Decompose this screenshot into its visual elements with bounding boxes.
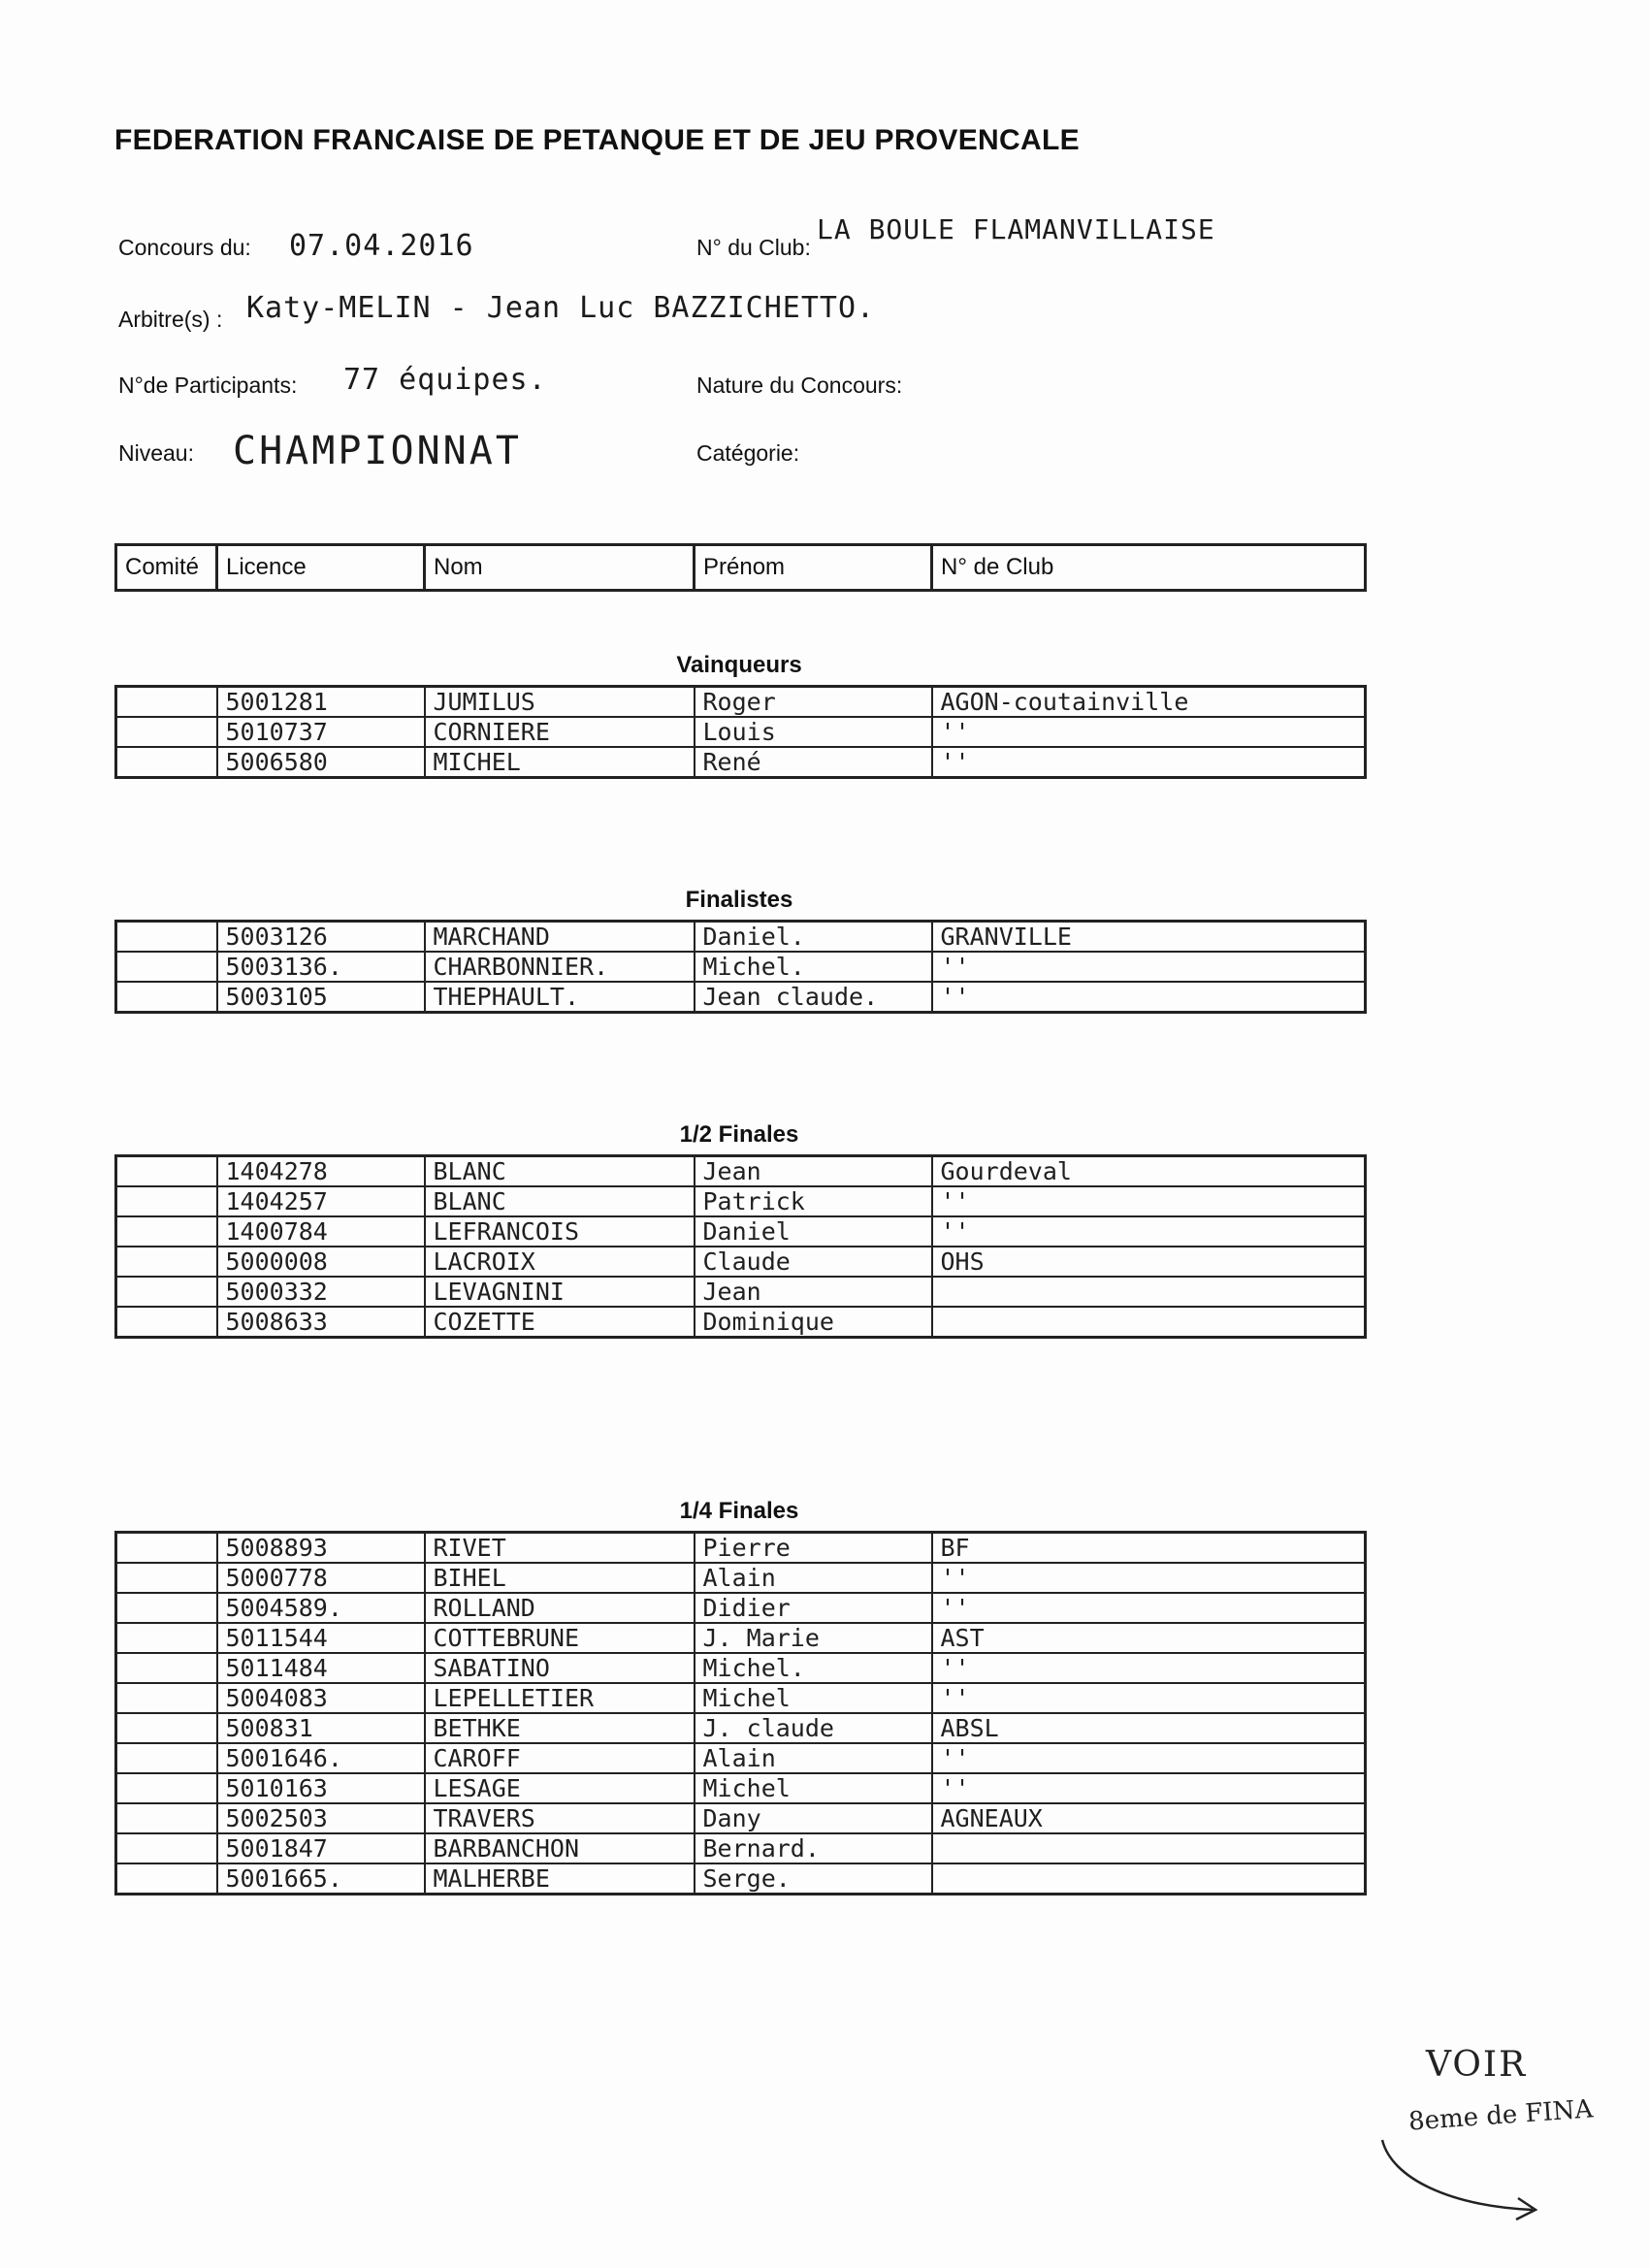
table-row bbox=[116, 1623, 1366, 1653]
cell-nom: LESAGE bbox=[425, 1773, 695, 1803]
cell-comite bbox=[116, 1277, 217, 1307]
cell-nom: BARBANCHON bbox=[425, 1833, 695, 1863]
cell-prenom: Pierre bbox=[695, 1533, 932, 1564]
cell-licence: 5002503 bbox=[217, 1803, 425, 1833]
cell-club bbox=[932, 1307, 1366, 1338]
cell-licence: 5000332 bbox=[217, 1277, 425, 1307]
participants-label: N°de Participants: bbox=[118, 373, 298, 398]
table-row bbox=[116, 1713, 1366, 1743]
cell-club bbox=[932, 1863, 1366, 1895]
cell-licence: 5003105 bbox=[217, 982, 425, 1013]
section-title: 1/2 Finales bbox=[679, 1121, 799, 1148]
cell-comite bbox=[116, 982, 217, 1013]
cell-club: '' bbox=[932, 1683, 1366, 1713]
cell-prenom: Claude bbox=[695, 1247, 932, 1277]
cell-club: GRANVILLE bbox=[932, 922, 1366, 953]
cell-nom: BETHKE bbox=[425, 1713, 695, 1743]
cell-licence: 5000008 bbox=[217, 1247, 425, 1277]
cell-nom: LEPELLETIER bbox=[425, 1683, 695, 1713]
cell-licence: 5006580 bbox=[217, 747, 425, 778]
table-finalistes bbox=[114, 920, 1367, 1014]
cell-club: '' bbox=[932, 1563, 1366, 1593]
cell-nom: MALHERBE bbox=[425, 1863, 695, 1895]
arbitres-value: Katy-MELIN - Jean Luc BAZZICHETTO. bbox=[246, 291, 876, 325]
cell-nom: COZETTE bbox=[425, 1307, 695, 1338]
cell-nom: LEVAGNINI bbox=[425, 1277, 695, 1307]
cell-licence: 5001281 bbox=[217, 687, 425, 718]
nature-label: Nature du Concours: bbox=[696, 373, 903, 398]
cell-comite bbox=[116, 1156, 217, 1187]
cell-comite bbox=[116, 1833, 217, 1863]
cell-comite bbox=[116, 1653, 217, 1683]
document-title: FEDERATION FRANCAISE DE PETANQUE ET DE JEU PROVENCALE bbox=[114, 124, 1080, 156]
cell-club bbox=[932, 1277, 1366, 1307]
cell-nom: MARCHAND bbox=[425, 922, 695, 953]
cell-comite bbox=[116, 1247, 217, 1277]
cell-comite bbox=[116, 1743, 217, 1773]
cell-prenom: Dany bbox=[695, 1803, 932, 1833]
cell-club: AST bbox=[932, 1623, 1366, 1653]
cell-prenom: J. Marie bbox=[695, 1623, 932, 1653]
cell-prenom: Roger bbox=[695, 687, 932, 718]
cell-club: '' bbox=[932, 747, 1366, 778]
cell-nom: CAROFF bbox=[425, 1743, 695, 1773]
cell-prenom: Bernard. bbox=[695, 1833, 932, 1863]
cell-prenom: Didier bbox=[695, 1593, 932, 1623]
cell-prenom: Dominique bbox=[695, 1307, 932, 1338]
cell-nom: THEPHAULT. bbox=[425, 982, 695, 1013]
cell-licence: 5000778 bbox=[217, 1563, 425, 1593]
cell-comite bbox=[116, 1623, 217, 1653]
club-value: LA BOULE FLAMANVILLAISE bbox=[817, 213, 1215, 245]
cell-club: '' bbox=[932, 1773, 1366, 1803]
section-title: Finalistes bbox=[685, 887, 793, 913]
section-finalistes-wrap bbox=[114, 887, 1364, 916]
cell-club: OHS bbox=[932, 1247, 1366, 1277]
table-row bbox=[116, 1186, 1366, 1216]
cell-nom: MICHEL bbox=[425, 747, 695, 778]
cell-club: '' bbox=[932, 717, 1366, 747]
cell-licence: 5003136. bbox=[217, 952, 425, 982]
cell-nom: ROLLAND bbox=[425, 1593, 695, 1623]
cell-prenom: Michel. bbox=[695, 952, 932, 982]
cell-licence: 5004083 bbox=[217, 1683, 425, 1713]
table-quart-finales bbox=[114, 1531, 1367, 1895]
cell-licence: 5001665. bbox=[217, 1863, 425, 1895]
cell-licence: 1400784 bbox=[217, 1216, 425, 1247]
cell-prenom: René bbox=[695, 747, 932, 778]
table-row bbox=[116, 717, 1366, 747]
cell-club: '' bbox=[932, 982, 1366, 1013]
cell-licence: 5001646. bbox=[217, 1743, 425, 1773]
cell-nom: BIHEL bbox=[425, 1563, 695, 1593]
header-comite: Comité bbox=[116, 545, 217, 591]
header-licence: Licence bbox=[217, 545, 425, 591]
niveau-label: Niveau: bbox=[118, 440, 194, 466]
section-vainqueurs-wrap bbox=[114, 652, 1364, 681]
cell-licence: 1404278 bbox=[217, 1156, 425, 1187]
cell-comite bbox=[116, 922, 217, 953]
cell-club: '' bbox=[932, 1186, 1366, 1216]
table-row bbox=[116, 922, 1366, 953]
cell-comite bbox=[116, 747, 217, 778]
cell-comite bbox=[116, 1216, 217, 1247]
cell-prenom: Jean bbox=[695, 1156, 932, 1187]
cell-comite bbox=[116, 1533, 217, 1564]
cell-prenom: J. claude bbox=[695, 1713, 932, 1743]
cell-comite bbox=[116, 1563, 217, 1593]
cell-prenom: Michel bbox=[695, 1773, 932, 1803]
cell-prenom: Alain bbox=[695, 1563, 932, 1593]
cell-licence: 5004589. bbox=[217, 1593, 425, 1623]
cell-prenom: Jean claude. bbox=[695, 982, 932, 1013]
cell-comite bbox=[116, 1863, 217, 1895]
cell-nom: COTTEBRUNE bbox=[425, 1623, 695, 1653]
cell-club: '' bbox=[932, 1743, 1366, 1773]
table-row bbox=[116, 952, 1366, 982]
cell-prenom: Michel bbox=[695, 1683, 932, 1713]
cell-licence: 5008893 bbox=[217, 1533, 425, 1564]
table-row bbox=[116, 1803, 1366, 1833]
cell-prenom: Serge. bbox=[695, 1863, 932, 1895]
cell-prenom: Louis bbox=[695, 717, 932, 747]
section-quart-wrap bbox=[114, 1498, 1364, 1527]
cell-club: AGNEAUX bbox=[932, 1803, 1366, 1833]
section-demi-wrap bbox=[114, 1121, 1364, 1150]
cell-nom: CHARBONNIER. bbox=[425, 952, 695, 982]
cell-club: BF bbox=[932, 1533, 1366, 1564]
cell-prenom: Daniel. bbox=[695, 922, 932, 953]
cell-club bbox=[932, 1833, 1366, 1863]
cell-prenom: Jean bbox=[695, 1277, 932, 1307]
table-row bbox=[116, 1216, 1366, 1247]
cell-licence: 1404257 bbox=[217, 1186, 425, 1216]
cell-nom: RIVET bbox=[425, 1533, 695, 1564]
cell-nom: BLANC bbox=[425, 1186, 695, 1216]
table-row bbox=[116, 1563, 1366, 1593]
table-row bbox=[116, 1773, 1366, 1803]
cell-nom: CORNIERE bbox=[425, 717, 695, 747]
cell-nom: LEFRANCOIS bbox=[425, 1216, 695, 1247]
cell-prenom: Alain bbox=[695, 1743, 932, 1773]
side-note-line1: VOIR bbox=[1426, 2045, 1528, 2085]
cell-licence: 5011544 bbox=[217, 1623, 425, 1653]
club-label: N° du Club: bbox=[696, 235, 811, 260]
concours-label: Concours du: bbox=[118, 235, 251, 260]
side-note-line2: 8eme de FINA bbox=[1407, 2094, 1595, 2137]
concours-value: 07.04.2016 bbox=[289, 229, 474, 263]
table-row bbox=[116, 1833, 1366, 1863]
cell-nom: JUMILUS bbox=[425, 687, 695, 718]
table-row bbox=[116, 1743, 1366, 1773]
cell-comite bbox=[116, 1186, 217, 1216]
cell-club: '' bbox=[932, 1593, 1366, 1623]
table-row bbox=[116, 1653, 1366, 1683]
cell-club: ABSL bbox=[932, 1713, 1366, 1743]
section-title: Vainqueurs bbox=[676, 652, 802, 678]
cell-comite bbox=[116, 1773, 217, 1803]
cell-club: '' bbox=[932, 952, 1366, 982]
cell-prenom: Michel. bbox=[695, 1653, 932, 1683]
cell-club: AGON-coutainville bbox=[932, 687, 1366, 718]
arbitres-label: Arbitre(s) : bbox=[118, 307, 223, 332]
table-row bbox=[116, 1156, 1366, 1187]
table-row bbox=[116, 687, 1366, 718]
cell-prenom: Daniel bbox=[695, 1216, 932, 1247]
table-row bbox=[116, 1533, 1366, 1564]
cell-licence: 5011484 bbox=[217, 1653, 425, 1683]
cell-club: Gourdeval bbox=[932, 1156, 1366, 1187]
cell-licence: 5010737 bbox=[217, 717, 425, 747]
cell-nom: LACROIX bbox=[425, 1247, 695, 1277]
table-row bbox=[116, 1863, 1366, 1895]
section-title: 1/4 Finales bbox=[679, 1498, 799, 1524]
cell-licence: 5001847 bbox=[217, 1833, 425, 1863]
cell-nom: SABATINO bbox=[425, 1653, 695, 1683]
table-row bbox=[116, 1683, 1366, 1713]
cell-nom: TRAVERS bbox=[425, 1803, 695, 1833]
cell-prenom: Patrick bbox=[695, 1186, 932, 1216]
header-prenom: Prénom bbox=[695, 545, 932, 591]
categorie-label: Catégorie: bbox=[696, 440, 800, 466]
cell-club: '' bbox=[932, 1653, 1366, 1683]
table-row bbox=[116, 1247, 1366, 1277]
table-row bbox=[116, 1307, 1366, 1338]
cell-nom: BLANC bbox=[425, 1156, 695, 1187]
cell-comite bbox=[116, 1803, 217, 1833]
cell-comite bbox=[116, 952, 217, 982]
cell-licence: 5003126 bbox=[217, 922, 425, 953]
column-header-row bbox=[116, 545, 1366, 591]
curved-arrow-icon bbox=[1363, 2130, 1557, 2227]
cell-comite bbox=[116, 1593, 217, 1623]
cell-comite bbox=[116, 1307, 217, 1338]
table-row bbox=[116, 747, 1366, 778]
cell-comite bbox=[116, 687, 217, 718]
cell-comite bbox=[116, 717, 217, 747]
cell-licence: 5010163 bbox=[217, 1773, 425, 1803]
cell-licence: 500831 bbox=[217, 1713, 425, 1743]
table-row bbox=[116, 1593, 1366, 1623]
column-header-table bbox=[114, 543, 1367, 592]
cell-comite bbox=[116, 1683, 217, 1713]
cell-comite bbox=[116, 1713, 217, 1743]
header-nom: Nom bbox=[425, 545, 695, 591]
niveau-value: CHAMPIONNAT bbox=[233, 429, 522, 473]
table-demi-finales bbox=[114, 1154, 1367, 1339]
table-vainqueurs bbox=[114, 685, 1367, 779]
table-row bbox=[116, 982, 1366, 1013]
table-row bbox=[116, 1277, 1366, 1307]
participants-value: 77 équipes. bbox=[343, 363, 547, 397]
cell-licence: 5008633 bbox=[217, 1307, 425, 1338]
header-club: N° de Club bbox=[932, 545, 1366, 591]
cell-club: '' bbox=[932, 1216, 1366, 1247]
